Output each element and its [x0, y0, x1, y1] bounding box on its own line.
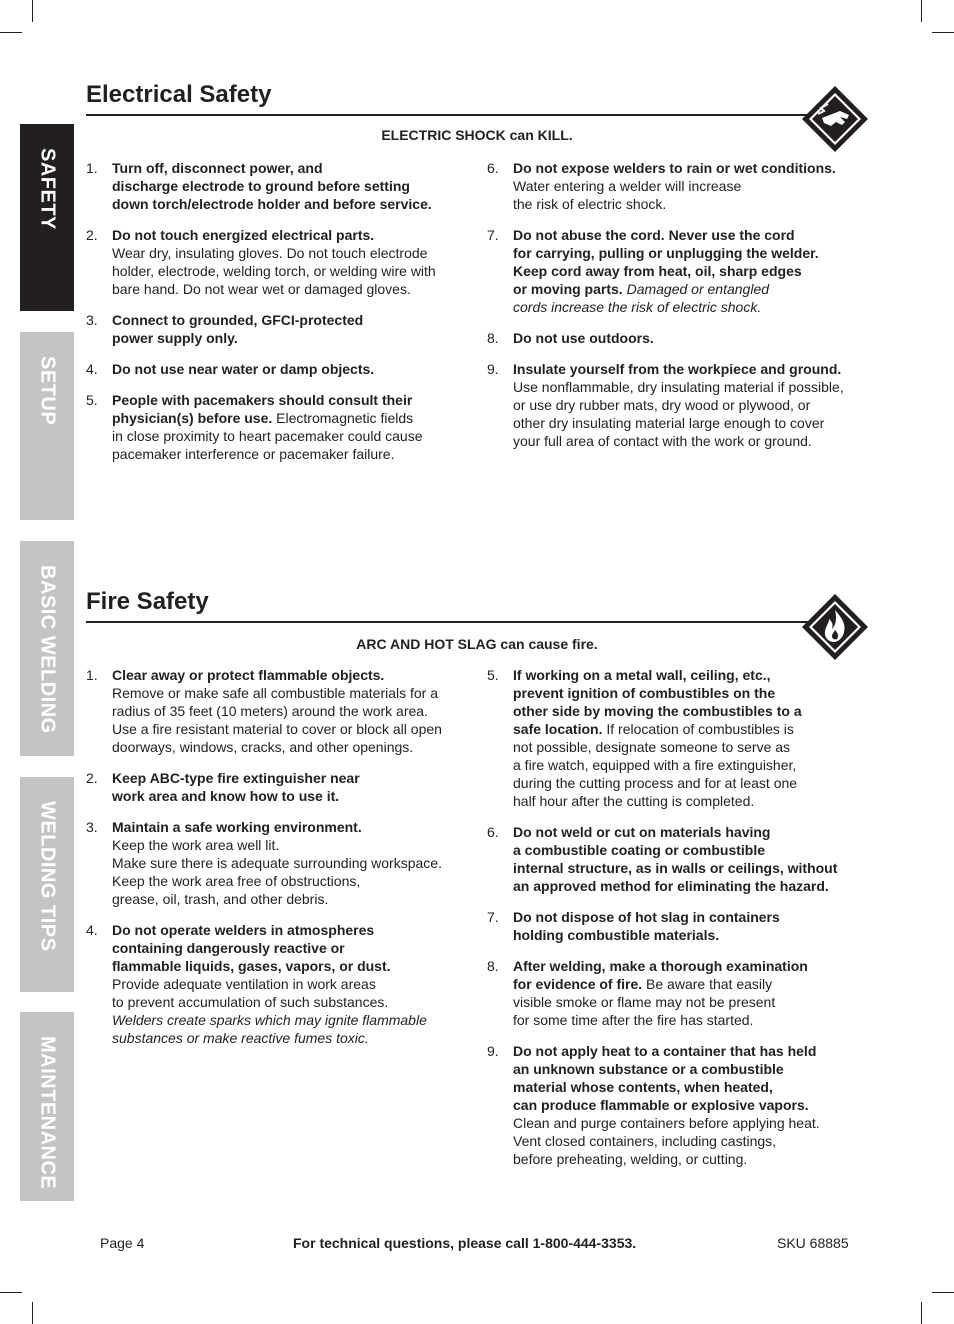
item-body [112, 391, 448, 463]
item-text: Water entering a welder will increase the risk of electric shock. [513, 178, 742, 212]
item-number: 4. [86, 922, 98, 938]
crop-mark [0, 1292, 22, 1293]
item-number: 5. [487, 667, 499, 683]
sku-label: SKU 68885 [777, 1235, 849, 1251]
item-text: Be aware that easily visible smoke or flame may not be present for some time after the fire has started. [513, 976, 776, 1028]
item-body [513, 159, 872, 213]
tab-basic-welding[interactable] [20, 541, 74, 756]
electrical-warning-subhead: ELECTRIC SHOCK can KILL. [381, 127, 573, 143]
tab-safety[interactable] [20, 124, 74, 311]
item-body [112, 159, 448, 213]
list-item [487, 823, 872, 895]
item-bold-text: Turn off, disconnect power, and discharge electrode to ground before setting down torch/electrode holder and before service. [112, 160, 432, 212]
item-number: 7. [487, 227, 499, 243]
item-body [513, 329, 872, 347]
item-bold-text: Do not dispose of hot slag in containers holding combustible materials. [513, 909, 780, 943]
item-number: 3. [86, 312, 98, 328]
tab-label: SETUP [36, 356, 59, 426]
list-item [86, 360, 448, 378]
item-text: Keep the work area well lit. Make sure there is adequate surrounding workspace. Keep the work area free of obstructions, grease, oil, trash, and other debris. [112, 837, 442, 907]
section-divider [86, 621, 822, 623]
list-item [86, 921, 471, 1047]
item-bold-text: Maintain a safe working environment. [112, 819, 362, 835]
item-italic-text: Damaged or entangled cords increase the risk of electric shock. [513, 281, 770, 315]
list-item [487, 957, 872, 1029]
page-number: Page 4 [100, 1235, 145, 1251]
item-bold-text: Clear away or protect flammable objects. [112, 667, 385, 683]
list-item [487, 360, 872, 450]
item-bold-text: Do not use near water or damp objects. [112, 361, 375, 377]
tab-label: MAINTENANCE [36, 1036, 59, 1190]
item-body [513, 226, 872, 316]
item-body [513, 823, 872, 895]
tab-maintenance[interactable] [20, 1012, 74, 1201]
item-body [513, 360, 872, 450]
crop-mark [932, 32, 954, 33]
list-item [86, 311, 448, 347]
section-divider [86, 114, 822, 116]
item-body [513, 908, 872, 944]
item-bold-text: Do not use outdoors. [513, 330, 654, 346]
crop-mark [921, 0, 922, 22]
tab-label: WELDING TIPS [36, 801, 59, 952]
item-bold-text: Keep ABC-type fire extinguisher near work area and know how to use it. [112, 770, 360, 804]
list-item [86, 159, 448, 213]
item-body [112, 226, 448, 298]
technical-support-line: For technical questions, please call 1-800-444-3353. [293, 1235, 637, 1251]
crop-mark [921, 1302, 922, 1324]
item-bold-text: Do not operate welders in atmospheres containing dangerously reactive or flammable liquids, gases, vapors, or dust. [112, 922, 391, 974]
crop-mark [32, 1302, 33, 1324]
item-italic-text: Welders create sparks which may ignite flammable substances or make reactive fumes toxic. [112, 1012, 427, 1046]
item-bold-text: Do not expose welders to rain or wet conditions. [513, 160, 836, 176]
item-bold-text: Do not touch energized electrical parts. [112, 227, 375, 243]
item-bold-text: Do not weld or cut on materials having a combustible coating or combustible internal structure, as in walls or ceilings, without an approved method for eliminating the hazard. [513, 824, 838, 894]
item-number: 4. [86, 361, 98, 377]
item-text: Electromagnetic fields in close proximity to heart pacemaker could cause pacemaker interference or pacemaker failure. [112, 410, 423, 462]
item-body [112, 818, 471, 908]
list-item [487, 226, 872, 316]
item-body [112, 921, 471, 1047]
item-number: 1. [86, 160, 98, 176]
item-body [513, 1042, 872, 1168]
item-body [112, 311, 448, 347]
item-text: If relocation of combustibles is not possible, designate someone to serve as a fire watch, equipped with a fire extinguisher, during the cutting process and for at least one half hour after the cutting is completed. [513, 721, 798, 809]
item-number: 8. [487, 958, 499, 974]
crop-mark [32, 0, 33, 22]
list-item [487, 666, 872, 810]
item-number: 5. [86, 392, 98, 408]
item-text: Clean and purge containers before applying heat. Vent closed containers, including castings, before preheating, welding, or cutting. [513, 1115, 820, 1167]
list-item [86, 769, 471, 805]
tab-welding-tips[interactable] [20, 777, 74, 992]
item-bold-text: If working on a metal wall, ceiling, etc., prevent ignition of combustibles on the other side by moving the combustibles to a safe location. [513, 667, 802, 737]
list-item [86, 226, 448, 298]
item-number: 9. [487, 1043, 499, 1059]
tab-label: BASIC WELDING [36, 565, 59, 734]
tab-setup[interactable] [20, 332, 74, 520]
list-item [86, 666, 471, 756]
item-bold-text: Do not abuse the cord. Never use the cord for carrying, pulling or unplugging the welder. Keep cord away from heat, oil, sharp edges or moving parts. [513, 227, 819, 297]
item-body [112, 666, 471, 756]
item-number: 6. [487, 160, 499, 176]
item-number: 1. [86, 667, 98, 683]
item-body [112, 360, 448, 378]
item-bold-text: People with pacemakers should consult their physician(s) before use. [112, 392, 413, 426]
fire-safety-title: Fire Safety [86, 588, 209, 615]
item-text: Provide adequate ventilation in work areas to prevent accumulation of such substances. [112, 976, 389, 1010]
item-body [112, 769, 471, 805]
list-item [487, 1042, 872, 1168]
fire-list-right [487, 666, 872, 1181]
fire-list-left [86, 666, 471, 1060]
item-text: Wear dry, insulating gloves. Do not touch electrode holder, electrode, welding torch, or welding wire with bare hand. Do not wear wet or damaged gloves. [112, 245, 436, 297]
item-number: 2. [86, 227, 98, 243]
item-body [513, 666, 872, 810]
item-number: 2. [86, 770, 98, 786]
electrical-list-left [86, 159, 448, 476]
electric-shock-hand-icon [800, 84, 870, 154]
list-item [487, 908, 872, 944]
crop-mark [0, 32, 22, 33]
list-item [86, 818, 471, 908]
item-text: Remove or make safe all combustible materials for a radius of 35 feet (10 meters) around the work area. Use a fire resistant material to cover or block all open doorways, windows, cracks, and other openings. [112, 685, 442, 755]
item-bold-text: Connect to grounded, GFCI-protected power supply only. [112, 312, 364, 346]
list-item [487, 329, 872, 347]
crop-mark [932, 1292, 954, 1293]
tab-label: SAFETY [36, 148, 59, 230]
item-bold-text: Do not apply heat to a container that has held an unknown substance or a combustible material whose contents, when heated, can produce flammable or explosive vapors. [513, 1043, 817, 1113]
item-number: 9. [487, 361, 499, 377]
item-number: 3. [86, 819, 98, 835]
electrical-list-right [487, 159, 872, 463]
item-number: 7. [487, 909, 499, 925]
item-number: 6. [487, 824, 499, 840]
item-text: Use nonflammable, dry insulating material if possible, or use dry rubber mats, dry wood or plywood, or other dry insulating material large enough to cover your full area of contact with the work or ground. [513, 379, 844, 449]
item-body [513, 957, 872, 1029]
list-item [487, 159, 872, 213]
fire-warning-subhead: ARC AND HOT SLAG can cause fire. [356, 636, 598, 652]
item-bold-text: Insulate yourself from the workpiece and ground. [513, 361, 842, 377]
electrical-safety-title: Electrical Safety [86, 81, 272, 108]
item-number: 8. [487, 330, 499, 346]
list-item [86, 391, 448, 463]
item-bold-text: After welding, make a thorough examination for evidence of fire. [513, 958, 808, 992]
